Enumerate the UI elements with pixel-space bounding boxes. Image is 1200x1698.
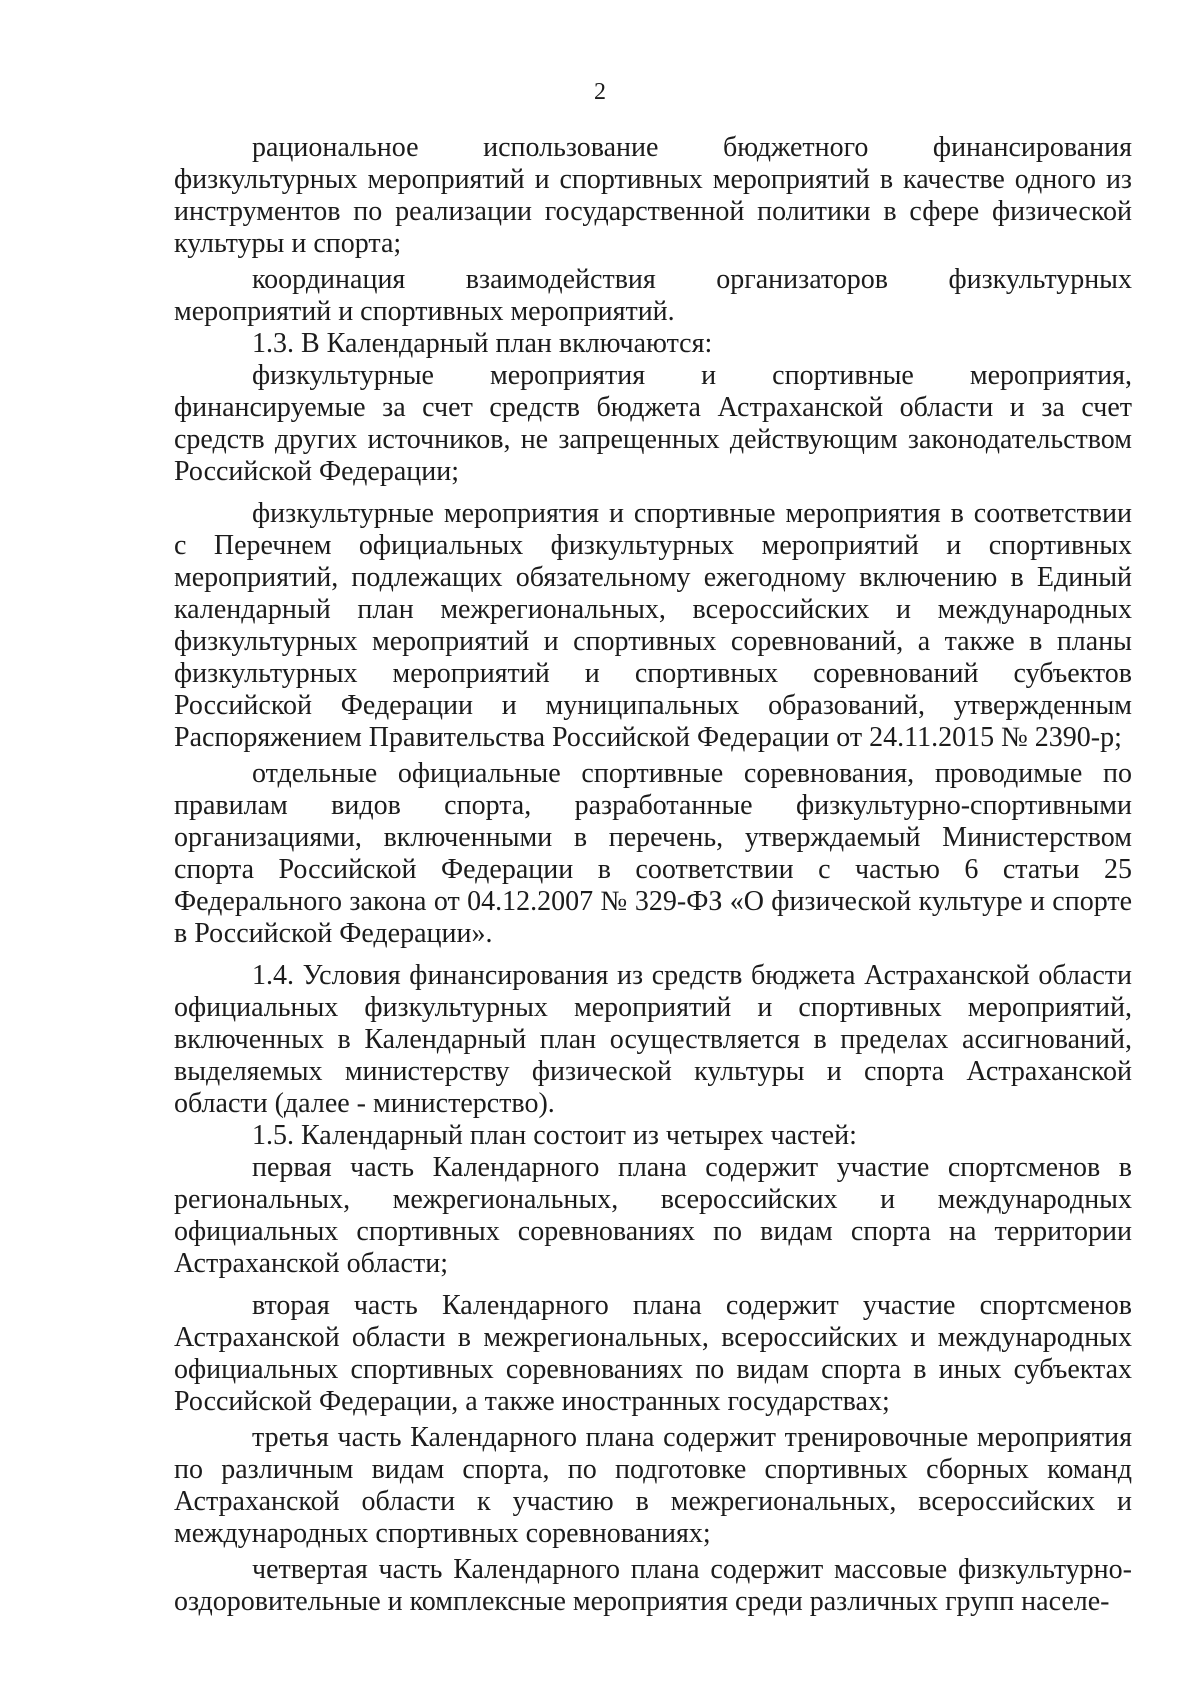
paragraph-part-three: третья часть Календарного плана содержит тренировочные мероприятия по различным видам спорта, по подготовке спортивных сборных команд Астраханской области к участию в межрегиональных, всероссийских и международных спортивных соревнованиях;: [174, 1422, 1132, 1549]
paragraph-1-3-heading: 1.3. В Календарный план включаются:: [252, 328, 713, 359]
paragraph-funded-events: физкультурные мероприятия и спортивные мероприятия, финансируемые за счет средств бюджета Астраханской области и за счет средств других источников, не запрещенных действующим законодательством Российской Федерации;: [174, 360, 1132, 487]
paragraph-1-4-financing: 1.4. Условия финансирования из средств бюджета Астраханской области официальных физкультурных мероприятий и спортивных мероприятий, включенных в Календарный план осуществляется в пределах ассигнований, выделяемых министерству физической культуры и спорта Астраханской области (далее - министерство).: [174, 960, 1132, 1119]
paragraph-part-one: первая часть Календарного плана содержит участие спортсменов в региональных, межрегиональных, всероссийских и международных официальных спортивных соревнованиях по видам спорта на территории Астраханской области;: [174, 1152, 1132, 1279]
page-number: 2: [594, 79, 606, 105]
document-body: [174, 132, 1132, 1618]
paragraph-coordination: координация взаимодействия организаторов физкультурных мероприятий и спортивных мероприятий.: [174, 264, 1132, 327]
paragraph-separate-competitions: отдельные официальные спортивные соревнования, проводимые по правилам видов спорта, разработанные физкультурно-спортивными организациями, включенными в перечень, утверждаемый Министерством спорта Российской Федерации в соответствии с частью 6 статьи 25 Федерального закона от 04.12.2007 № 329-ФЗ «О физической культуре и спорте в Российской Федерации».: [174, 758, 1132, 949]
paragraph-part-two: вторая часть Календарного плана содержит участие спортсменов Астраханской области в межрегиональных, всероссийских и международных официальных спортивных соревнованиях по видам спорта в иных субъектах Российской Федерации, а также иностранных государствах;: [174, 1290, 1132, 1417]
paragraph-part-four: четвертая часть Календарного плана содержит массовые физкультурно-оздоровительные и комплексные мероприятия среди различных групп населе-: [174, 1554, 1132, 1617]
paragraph-budget-usage: рациональное использование бюджетного финансирования физкультурных мероприятий и спортивных мероприятий в качестве одного из инструментов по реализации государственной политики в сфере физической культуры и спорта;: [174, 132, 1132, 259]
paragraph-official-list-events: физкультурные мероприятия и спортивные мероприятия в соответствии с Перечнем официальных физкультурных мероприятий и спортивных мероприятий, подлежащих обязательному ежегодному включению в Единый календарный план межрегиональных, всероссийских и международных физкультурных мероприятий и спортивных соревнований, а также в планы физкультурных мероприятий и спортивных соревнований субъектов Российской Федерации и муниципальных образований, утвержденным Распоряжением Правительства Российской Федерации от 24.11.2015 № 2390-р;: [174, 498, 1132, 753]
paragraph-1-5-heading: 1.5. Календарный план состоит из четырех частей:: [252, 1120, 857, 1151]
